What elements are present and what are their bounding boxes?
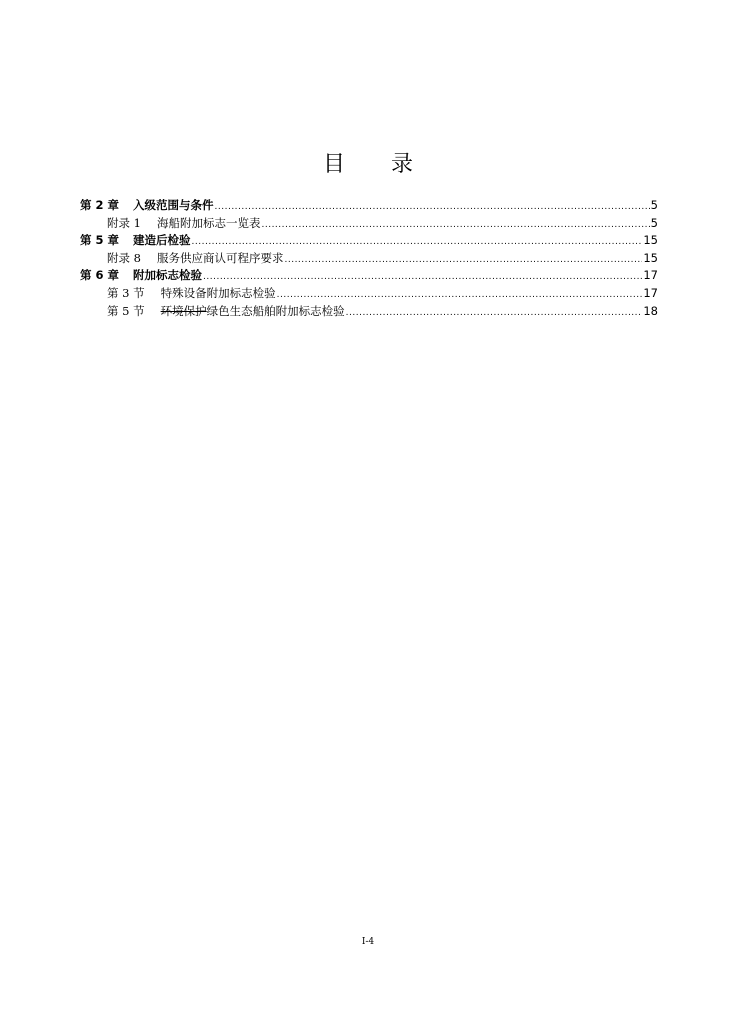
toc-heading bbox=[0, 150, 736, 180]
toc-entry-title: 建造后检验 bbox=[133, 233, 191, 248]
toc-entry-label: 第 6 章 bbox=[80, 268, 120, 283]
toc-entry-title: 附加标志检验 bbox=[133, 268, 203, 283]
page-footer-number: I-4 bbox=[361, 937, 375, 947]
toc-entry-title: 入级范围与条件 bbox=[133, 198, 214, 212]
toc-entry-title: 海船附加标志一览表 bbox=[156, 215, 261, 230]
table-of-contents bbox=[80, 197, 658, 320]
dot-leader bbox=[261, 217, 649, 235]
toc-entry-label: 第 3 节 bbox=[107, 285, 145, 300]
toc-entry-chapter-5[interactable] bbox=[80, 232, 658, 250]
toc-entry-label: 第 2 章 bbox=[80, 198, 120, 212]
dot-leader bbox=[284, 252, 642, 270]
toc-entry-page: 18 bbox=[643, 303, 658, 318]
toc-entry-appendix-1[interactable] bbox=[80, 215, 658, 233]
dot-leader bbox=[215, 199, 650, 217]
toc-entry-title: 特殊设备附加标志检验 bbox=[160, 285, 276, 300]
toc-entry-title: 服务供应商认可程序要求 bbox=[156, 250, 284, 265]
toc-entry-label: 附录 8 bbox=[107, 250, 141, 265]
toc-entry-label: 第 5 节 bbox=[107, 303, 145, 318]
toc-entry-chapter-6[interactable] bbox=[80, 267, 658, 285]
toc-entry-page: 5 bbox=[650, 215, 658, 230]
toc-entry-title-rest: 绿色生态船舶附加标志检验 bbox=[206, 303, 345, 318]
toc-entry-label: 第 5 章 bbox=[80, 233, 120, 248]
toc-entry-appendix-8[interactable] bbox=[80, 250, 658, 268]
toc-entry-page: 17 bbox=[643, 268, 658, 283]
toc-entry-chapter-2[interactable] bbox=[80, 197, 658, 215]
toc-entry-section-5[interactable] bbox=[80, 303, 658, 321]
toc-entry-label: 附录 1 bbox=[107, 215, 141, 230]
toc-entry-page: 5 bbox=[650, 198, 658, 212]
toc-entry-page: 17 bbox=[643, 285, 658, 300]
struck-through-text: 环境保护 bbox=[160, 303, 207, 318]
toc-entry-page: 15 bbox=[643, 233, 658, 248]
toc-heading-char-2: 录 bbox=[391, 152, 414, 177]
toc-entry-section-3[interactable] bbox=[80, 285, 658, 303]
toc-heading-char-1: 目 bbox=[322, 152, 345, 177]
dot-leader bbox=[346, 305, 643, 323]
toc-entry-page: 15 bbox=[643, 250, 658, 265]
toc-entry-title bbox=[161, 303, 345, 321]
